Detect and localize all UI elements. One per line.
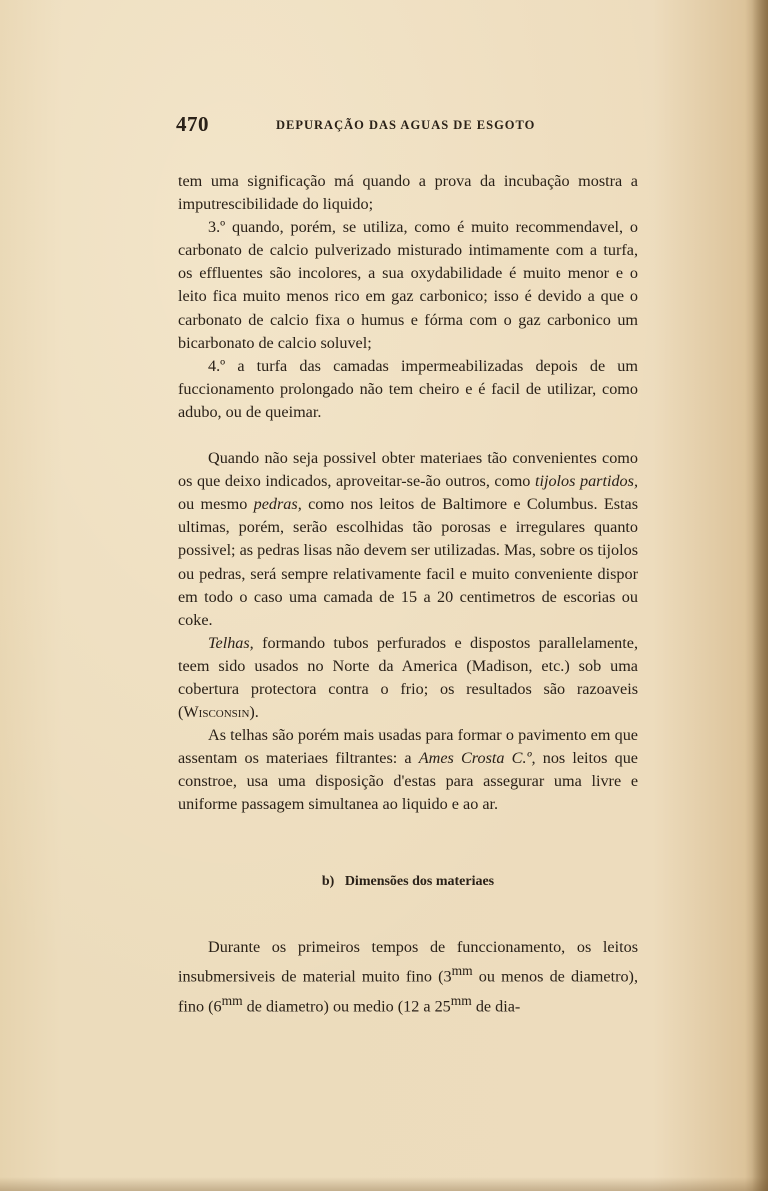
paragraph-item-4: 4.º a turfa das camadas impermeabilizadas depois de um fuccionamento prolongado não tem cheiro e é facil de utilizar, como adubo, ou de queimar. (178, 356, 638, 421)
paragraph-materials: Quando não seja possivel obter materiaes tão convenientes como os que deixo indicados, aproveitar-se-ão outros, como tijolos partidos, ou mesmo pedras, como nos leitos de Baltimore e Columbus. Estas ultimas, porém, serão escolhidas tão porosas e irregulares quanto possivel; as pedras lisas não devem ser utilizadas. Mas, sobre os tijolos ou pedras, será sempre relativamente facil e muito conveniente dispor em todo o caso uma camada de 15 a 20 centimetros de escorias ou coke. (178, 449, 638, 629)
main-text-continued (178, 936, 638, 1018)
section-label: b) (321, 874, 335, 889)
paragraph-telhas: Telhas, formando tubos perfurados e dispostos parallelamente, teem sido usados no Norte da America (Madison, etc.) sob uma cobertura protectora contra o frio; os resultados são razoaveis (Wisconsin). (178, 633, 638, 722)
italic-telhas: Telhas, (208, 633, 254, 652)
italic-ames-crosta: Ames Crosta C.º, (418, 749, 536, 768)
page-header (176, 112, 638, 138)
section-heading (178, 874, 638, 890)
main-text (178, 170, 638, 817)
section-title: Dimensões dos materiaes (344, 874, 495, 889)
page-edge-shadow (752, 0, 768, 1191)
smallcaps-wisconsin: Wisconsin (183, 703, 250, 722)
page-bottom-shadow (0, 1177, 768, 1191)
paragraph-ames: As telhas são porém mais usadas para formar o pavimento em que assentam os materiaes filtrantes: a Ames Crosta C.º, nos leitos que constroe, usa uma disposição d'estas para assegurar uma livre e uniforme passagem simultanea ao liquido e ao ar. (178, 726, 638, 814)
running-title: DEPURAÇÃO DAS AGUAS DE ESGOTO (276, 118, 536, 132)
paragraph-item-3: 3.º quando, porém, se utiliza, como é muito recommendavel, o carbonato de calcio pulverizado misturado intimamente com a turfa, os effluentes são incolores, a sua oxydabilidade é muito menor e o leito fica muito menos rico em gaz carbonico; isso é devido a que o carbonato de calcio fixa o humus e fórma com o gaz carbonico um bicarbonato de calcio soluvel; (178, 218, 638, 352)
italic-tijolos: tijolos partidos, (534, 472, 638, 491)
paragraph-continuation: tem uma significação má quando a prova da incubação mostra a imputrescibilidade do liquido; (178, 172, 638, 214)
page-number: 470 (176, 112, 209, 136)
paragraph-durante: Durante os primeiros tempos de funccionamento, os leitos insubmersiveis de material muito fino ($3^{mm}$ ou menos de diametro), fino ($6^{mm}$ de diametro) ou medio (12 a $25^{mm}$ de dia- (178, 938, 638, 1015)
italic-pedras: pedras, (253, 495, 302, 514)
